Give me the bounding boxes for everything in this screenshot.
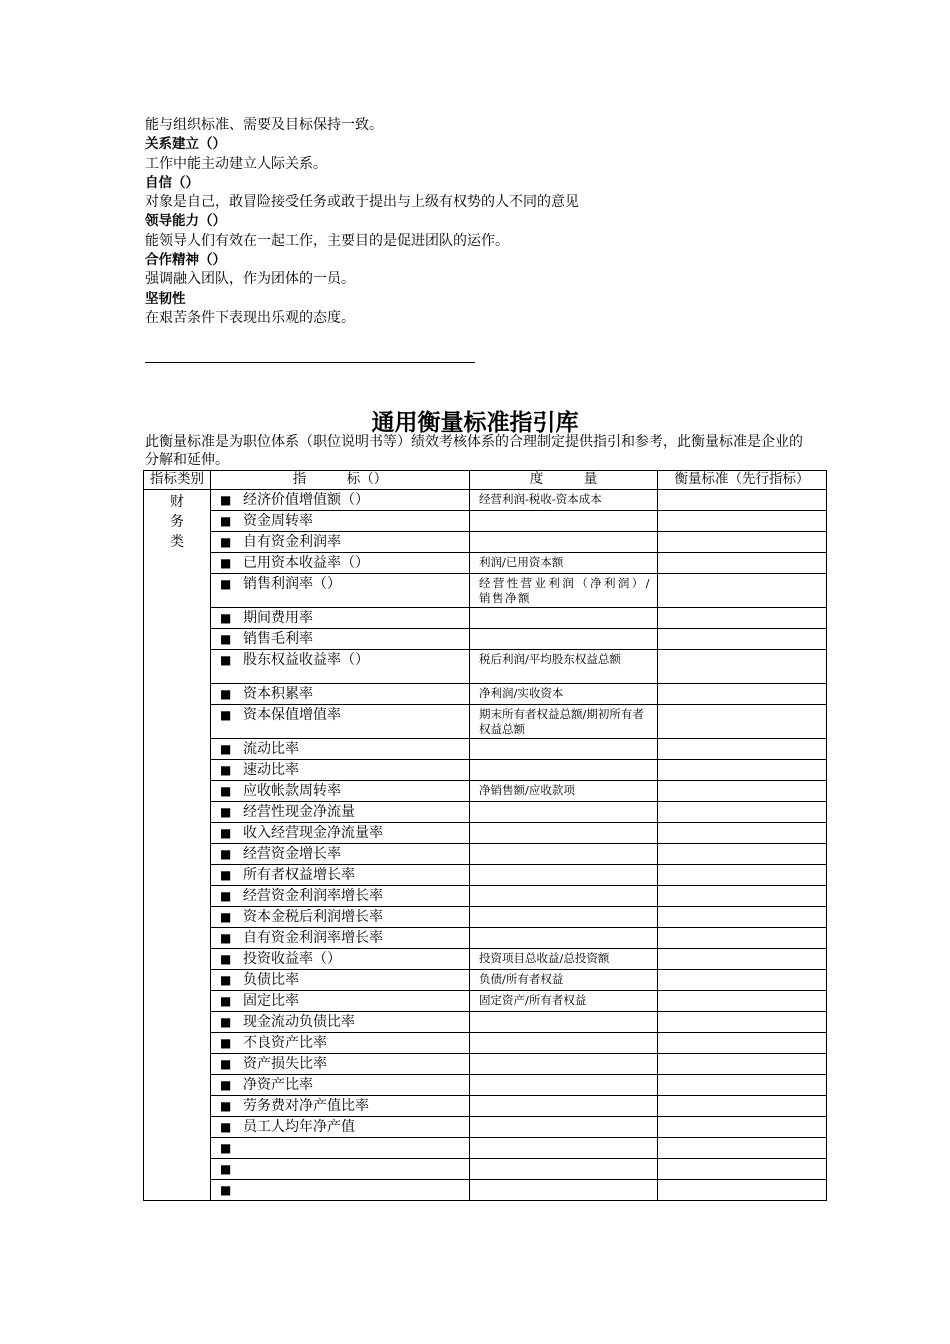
competency-heading: 合作精神（） (145, 252, 226, 269)
measure-cell (470, 1116, 658, 1137)
table-row (144, 1053, 827, 1074)
standard-cell[interactable] (658, 1011, 827, 1032)
standard-cell[interactable] (658, 704, 827, 738)
standard-cell[interactable] (658, 607, 827, 628)
measure-cell: 净利润/实收资本 (470, 683, 658, 704)
measure-cell: 经营性营业利润（净利润）/销售净额 (470, 573, 658, 607)
indicator-label: 员工人均年净产值 (243, 1118, 355, 1135)
bullet-square-icon: ■ (220, 909, 232, 924)
indicator-cell (211, 990, 470, 1011)
measure-cell (470, 738, 658, 759)
table-row (144, 780, 827, 801)
header-measure: 度 量 (470, 471, 658, 490)
standard-cell[interactable] (658, 1158, 827, 1179)
standard-cell[interactable] (658, 1137, 827, 1158)
indicator-label: 所有者权益增长率 (243, 866, 355, 883)
table-row (144, 649, 827, 683)
indicator-cell (211, 780, 470, 801)
bullet-square-icon: ■ (220, 1014, 232, 1029)
measure-cell (470, 628, 658, 649)
measure-cell: 净销售额/应收款项 (470, 780, 658, 801)
horizontal-rule (145, 362, 475, 363)
table-row (144, 927, 827, 948)
measure-cell (470, 906, 658, 927)
table-row (144, 510, 827, 531)
bullet-square-icon: ■ (220, 1077, 232, 1092)
bullet-square-icon: ■ (220, 1182, 232, 1197)
table-row (144, 607, 827, 628)
intro-paragraph: 此衡量标准是为职位体系（职位说明书等）绩效考核体系的合理制定提供指引和参考，此衡量标准是企业的分解和延伸。 (145, 434, 803, 468)
indicator-cell (211, 1158, 470, 1179)
bullet-square-icon: ■ (220, 1098, 232, 1113)
table-row (144, 531, 827, 552)
standard-cell[interactable] (658, 1179, 827, 1200)
standard-cell[interactable] (658, 649, 827, 683)
bullet-square-icon: ■ (220, 707, 232, 722)
standard-cell[interactable] (658, 864, 827, 885)
measurement-table (143, 470, 827, 1201)
measure-cell (470, 1158, 658, 1179)
indicator-cell (211, 927, 470, 948)
competency-heading: 自信（） (145, 174, 199, 191)
measure-cell (470, 759, 658, 780)
measure-cell (470, 1095, 658, 1116)
bullet-square-icon: ■ (220, 846, 232, 861)
standard-cell[interactable] (658, 780, 827, 801)
indicator-cell (211, 864, 470, 885)
indicator-cell (211, 843, 470, 864)
indicator-label: 经营资金利润率增长率 (243, 887, 383, 904)
indicator-cell (211, 683, 470, 704)
competency-notes (145, 116, 845, 328)
bullet-square-icon: ■ (220, 631, 232, 646)
indicator-cell (211, 1116, 470, 1137)
table-row (144, 1074, 827, 1095)
indicator-label: 资产损失比率 (243, 1055, 327, 1072)
header-category: 指标类别 (144, 471, 211, 490)
table-row (144, 704, 827, 738)
standard-cell[interactable] (658, 1095, 827, 1116)
indicator-cell (211, 573, 470, 607)
standard-cell[interactable] (658, 906, 827, 927)
table-row (144, 1137, 827, 1158)
measure-cell (470, 927, 658, 948)
bullet-square-icon: ■ (220, 1035, 232, 1050)
indicator-cell (211, 628, 470, 649)
table-row (144, 628, 827, 649)
measure-cell: 固定资产/所有者权益 (470, 990, 658, 1011)
measure-cell (470, 1011, 658, 1032)
standard-cell[interactable] (658, 990, 827, 1011)
table-row (144, 1032, 827, 1053)
indicator-cell (211, 1032, 470, 1053)
standard-cell[interactable] (658, 552, 827, 573)
table-row (144, 683, 827, 704)
table-row (144, 948, 827, 969)
indicator-label: 已用资本收益率（） (243, 554, 369, 571)
measure-cell (470, 801, 658, 822)
indicator-cell (211, 1053, 470, 1074)
measure-cell: 期末所有者权益总额/期初所有者权益总额 (470, 704, 658, 738)
competency-description: 对象是自己，敢冒险接受任务或敢于提出与上级有权势的人不同的意见 (145, 194, 579, 211)
page-title: 通用衡量标准指引库 (371, 409, 579, 436)
indicator-label: 应收帐款周转率 (243, 782, 341, 799)
table-row (144, 759, 827, 780)
standard-cell[interactable] (658, 801, 827, 822)
measure-cell (470, 1137, 658, 1158)
competency-heading: 领导能力（） (145, 213, 226, 230)
bullet-square-icon: ■ (220, 1161, 232, 1176)
indicator-cell (211, 759, 470, 780)
category-label: 财务类 (170, 493, 184, 550)
indicator-cell (211, 1095, 470, 1116)
table-row (144, 822, 827, 843)
indicator-cell (211, 822, 470, 843)
standard-cell[interactable] (658, 489, 827, 510)
table-row (144, 489, 827, 510)
measure-cell (470, 885, 658, 906)
bullet-square-icon: ■ (220, 686, 232, 701)
competency-description: 能与组织标准、需要及目标保持一致。 (145, 117, 383, 133)
measure-cell (470, 1032, 658, 1053)
standard-cell[interactable] (658, 510, 827, 531)
indicator-cell (211, 1074, 470, 1095)
standard-cell[interactable] (658, 1032, 827, 1053)
indicator-label: 经营资金增长率 (243, 845, 341, 862)
indicator-label: 速动比率 (243, 761, 299, 778)
table-row (144, 906, 827, 927)
indicator-label: 净资产比率 (243, 1076, 313, 1093)
standard-cell[interactable] (658, 843, 827, 864)
bullet-square-icon: ■ (220, 951, 232, 966)
indicator-label: 资本保值增值率 (243, 706, 341, 723)
bullet-square-icon: ■ (220, 492, 232, 507)
header-standard: 衡量标准（先行指标） (658, 471, 827, 490)
indicator-cell (211, 649, 470, 683)
competency-heading: 坚韧性 (145, 290, 186, 307)
indicator-label: 股东权益收益率（） (243, 651, 369, 668)
bullet-square-icon: ■ (220, 930, 232, 945)
indicator-cell (211, 885, 470, 906)
indicator-label: 不良资产比率 (243, 1034, 327, 1051)
category-cell (144, 489, 211, 1200)
indicator-label: 资本积累率 (243, 685, 313, 702)
indicator-label: 劳务费对净产值比率 (243, 1097, 369, 1114)
header-indicator: 指 标（） (211, 471, 470, 490)
bullet-square-icon: ■ (220, 1140, 232, 1155)
measure-cell (470, 864, 658, 885)
indicator-label: 收入经营现金净流量率 (243, 824, 383, 841)
table-row (144, 801, 827, 822)
bullet-square-icon: ■ (220, 762, 232, 777)
standard-cell[interactable] (658, 969, 827, 990)
indicator-label: 固定比率 (243, 992, 299, 1009)
standard-cell[interactable] (658, 885, 827, 906)
bullet-square-icon: ■ (220, 1056, 232, 1071)
measure-cell: 利润/已用资本额 (470, 552, 658, 573)
indicator-label: 负债比率 (243, 971, 299, 988)
indicator-label: 自有资金利润率 (243, 533, 341, 550)
competency-heading: 关系建立（） (145, 136, 226, 153)
indicator-label: 经济价值增值额（） (243, 491, 369, 508)
indicator-cell (211, 607, 470, 628)
indicator-label: 现金流动负债比率 (243, 1013, 355, 1030)
standard-cell[interactable] (658, 1053, 827, 1074)
table-row (144, 552, 827, 573)
bullet-square-icon: ■ (220, 534, 232, 549)
indicator-label: 投资收益率（） (243, 950, 341, 967)
indicator-cell (211, 738, 470, 759)
standard-cell[interactable] (658, 1116, 827, 1137)
standard-cell[interactable] (658, 531, 827, 552)
measure-cell (470, 1053, 658, 1074)
standard-cell[interactable] (658, 927, 827, 948)
standard-cell[interactable] (658, 948, 827, 969)
measure-cell (470, 1179, 658, 1200)
measure-cell: 经营利润-税收-资本成本 (470, 489, 658, 510)
indicator-cell (211, 552, 470, 573)
indicator-label: 期间费用率 (243, 609, 313, 626)
standard-cell[interactable] (658, 628, 827, 649)
indicator-label: 销售毛利率 (243, 630, 313, 647)
indicator-label: 经营性现金净流量 (243, 803, 355, 820)
bullet-square-icon: ■ (220, 867, 232, 882)
standard-cell[interactable] (658, 573, 827, 607)
measure-cell (470, 822, 658, 843)
bullet-square-icon: ■ (220, 513, 232, 528)
bullet-square-icon: ■ (220, 1119, 232, 1134)
competency-description: 强调融入团队，作为团体的一员。 (145, 271, 355, 288)
bullet-square-icon: ■ (220, 555, 232, 570)
indicator-cell (211, 1011, 470, 1032)
bullet-square-icon: ■ (220, 741, 232, 756)
table-row (144, 843, 827, 864)
bullet-square-icon: ■ (220, 804, 232, 819)
indicator-label: 自有资金利润率增长率 (243, 929, 383, 946)
indicator-cell (211, 948, 470, 969)
measure-cell: 税后利润/平均股东权益总额 (470, 649, 658, 683)
bullet-square-icon: ■ (220, 825, 232, 840)
indicator-label: 销售利润率（） (243, 575, 341, 592)
bullet-square-icon: ■ (220, 972, 232, 987)
table-row (144, 990, 827, 1011)
measure-cell: 负债/所有者权益 (470, 969, 658, 990)
indicator-cell (211, 704, 470, 738)
standard-cell[interactable] (658, 1074, 827, 1095)
measure-cell (470, 607, 658, 628)
table-row (144, 1158, 827, 1179)
indicator-cell (211, 906, 470, 927)
table-row (144, 573, 827, 607)
indicator-label: 流动比率 (243, 740, 299, 757)
standard-cell[interactable] (658, 822, 827, 843)
indicator-label: 资本金税后利润增长率 (243, 908, 383, 925)
indicator-label: 资金周转率 (243, 512, 313, 529)
bullet-square-icon: ■ (220, 610, 232, 625)
competency-description: 在艰苦条件下表现出乐观的态度。 (145, 309, 355, 326)
table-row (144, 1095, 827, 1116)
standard-cell[interactable] (658, 683, 827, 704)
competency-description: 能领导人们有效在一起工作，主要目的是促进团队的运作。 (145, 232, 509, 249)
measure-cell (470, 531, 658, 552)
indicator-cell (211, 1137, 470, 1158)
table-header-row (144, 471, 827, 490)
indicator-cell (211, 969, 470, 990)
indicator-cell (211, 531, 470, 552)
measure-cell: 投资项目总收益/总投资额 (470, 948, 658, 969)
measure-cell (470, 510, 658, 531)
bullet-square-icon: ■ (220, 576, 232, 591)
bullet-square-icon: ■ (220, 888, 232, 903)
standard-cell[interactable] (658, 738, 827, 759)
measure-cell (470, 1074, 658, 1095)
standard-cell[interactable] (658, 759, 827, 780)
indicator-cell (211, 1179, 470, 1200)
table-row (144, 1116, 827, 1137)
measure-cell (470, 843, 658, 864)
bullet-square-icon: ■ (220, 652, 232, 667)
bullet-square-icon: ■ (220, 783, 232, 798)
table-row (144, 885, 827, 906)
table-row (144, 864, 827, 885)
table-row (144, 969, 827, 990)
indicator-cell (211, 801, 470, 822)
indicator-cell (211, 489, 470, 510)
table-row (144, 1179, 827, 1200)
table-row (144, 1011, 827, 1032)
table-row (144, 738, 827, 759)
bullet-square-icon: ■ (220, 993, 232, 1008)
competency-description: 工作中能主动建立人际关系。 (145, 155, 327, 172)
indicator-cell (211, 510, 470, 531)
